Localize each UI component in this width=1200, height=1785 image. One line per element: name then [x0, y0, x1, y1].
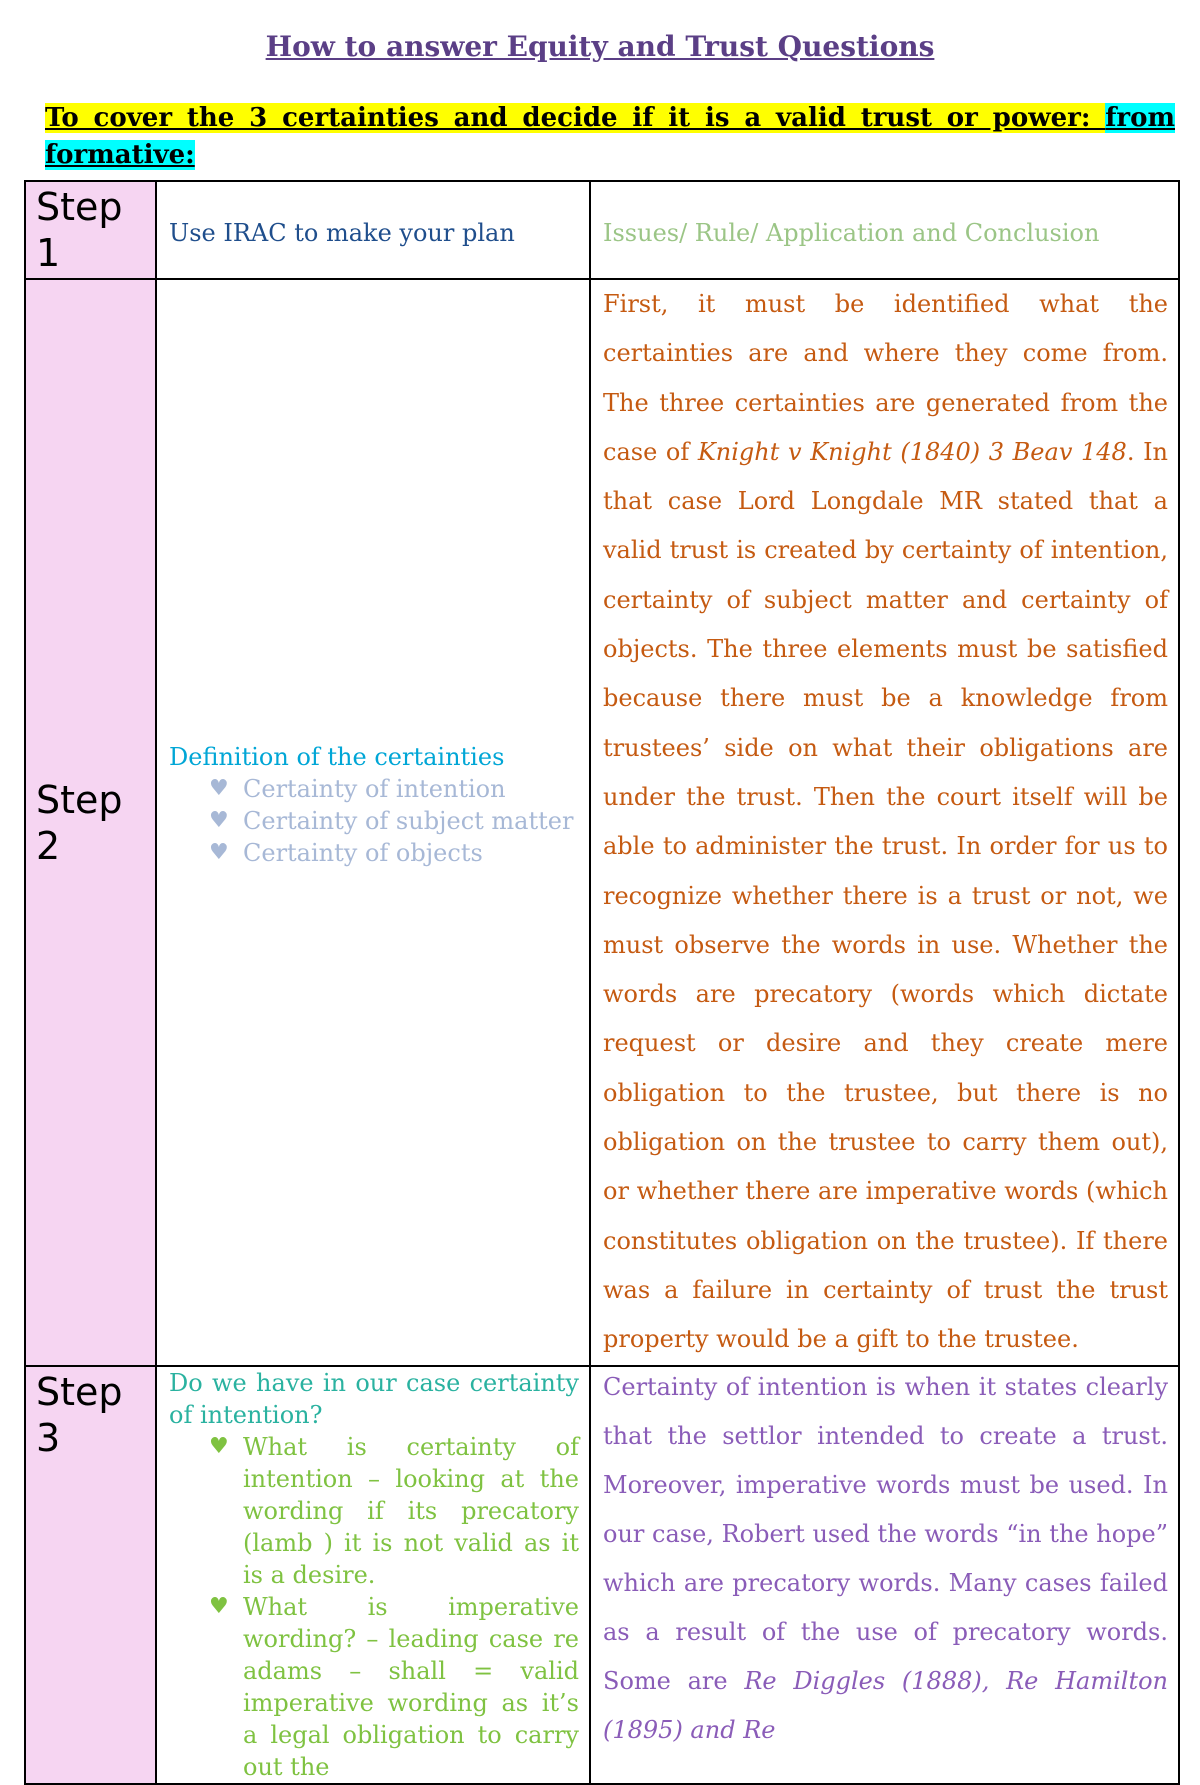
answer-cell-1	[590, 181, 1179, 279]
case-citation: Knight v Knight (1840) 3 Beav 148	[697, 437, 1127, 466]
list-item: ♥ Certainty of intention	[209, 775, 506, 804]
step-label-1: Step 1	[25, 181, 156, 279]
definition-title: Definition of the certainties	[169, 743, 505, 772]
plan-cell-2	[156, 279, 590, 1366]
certainties-list	[169, 773, 579, 869]
step-label-3: Step 3	[25, 1366, 156, 1784]
certainties-definition	[157, 741, 589, 903]
plan-cell-3	[156, 1366, 590, 1784]
irac-heading: Issues/ Rule/ Application and Conclusion	[603, 219, 1100, 247]
answer-cell-3	[590, 1366, 1179, 1784]
irac-plan-text: Use IRAC to make your plan	[169, 219, 515, 247]
heart-icon: ♥	[209, 776, 229, 802]
certainties-paragraph: First, it must be identified what the certainties are and where they come from. The three certainties are generated from the case of Knight v Knight (1840) 3 Beav 148. In that case Lord Longdale MR stated that a valid trust is created by certainty of intention, certainty of subject matter and certainty of objects. The three elements must be satisfied because there must be a knowledge from trustees’ side on what their obligations are under the trust. Then the court itself will be able to administer the trust. In order for us to recognize whether there is a trust or not, we must observe the words in use. Whether the words are precatory (words which dictate request or desire and they create mere obligation to the trustee, but there is no obligation on the trustee to carry them out), or whether there are imperative words (which constitutes obligation on the trustee). If there was a failure in certainty of trust the trust property would be a gift to the trustee.	[603, 290, 1169, 1354]
list-item: ♥ Certainty of subject matter	[209, 807, 574, 836]
intro-highlight-cyan: from formative:	[45, 103, 1175, 170]
list-item: ♥ What is imperative wording? – leading case re adams – shall = valid imperative wording as it’s a legal obligation to carry out the	[209, 1592, 579, 1781]
intention-points	[169, 1431, 579, 1783]
list-item: ♥ What is certainty of intention – looking at the wording if its precatory (lamb ) it is not valid as it is a desire.	[209, 1432, 579, 1589]
table-row-step-2	[25, 279, 1179, 1366]
heart-icon: ♥	[209, 1593, 229, 1619]
intro-highlight-yellow: To cover the 3 certainties and decide if it is a valid trust or power:	[45, 103, 1106, 133]
step-label-2: Step 2	[25, 279, 156, 1366]
table-row-step-1	[25, 181, 1179, 279]
intention-plan	[157, 1367, 589, 1783]
plan-cell-1	[156, 181, 590, 279]
intention-question: Do we have in our case certainty of intention?	[169, 1368, 579, 1429]
heart-icon: ♥	[209, 1433, 229, 1459]
heart-icon: ♥	[209, 808, 229, 834]
answer-cell-2	[590, 279, 1179, 1366]
plan-table	[24, 180, 1180, 1785]
intro-instruction	[45, 100, 1175, 174]
case-citation: Re Diggles (1888), Re Hamilton (1895) and Re	[603, 1666, 1169, 1744]
list-item: ♥ Certainty of objects	[209, 839, 483, 868]
table-row-step-3	[25, 1366, 1179, 1784]
intention-paragraph: Certainty of intention is when it states clearly that the settlor intended to create a trust. Moreover, imperative words must be used. In our case, Robert used the words “in the hope” which are precatory words. Many cases failed as a result of the use of precatory words. Some are Re Diggles (1888), Re Hamilton (1895) and Re	[603, 1372, 1169, 1744]
document-title: How to answer Equity and Trust Questions	[265, 30, 935, 63]
heart-icon: ♥	[209, 840, 229, 866]
